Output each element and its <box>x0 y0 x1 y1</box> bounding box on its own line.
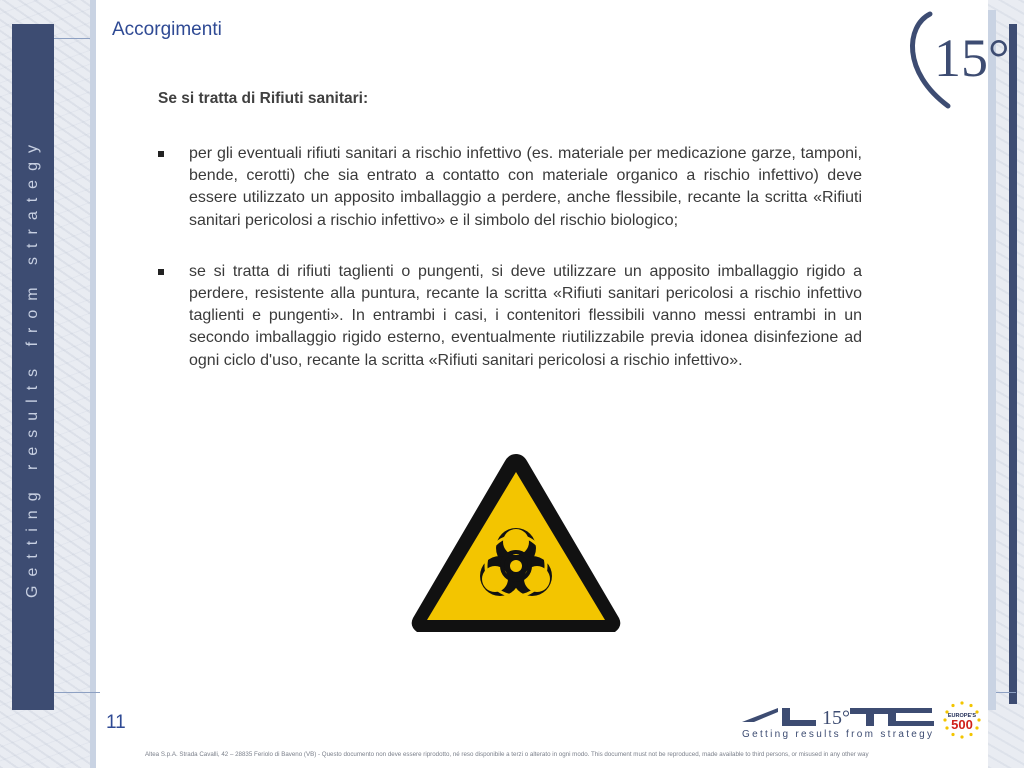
vertical-tagline: Getting results from strategy <box>24 136 41 598</box>
fifteen-years-logo-icon <box>900 10 1010 110</box>
section-heading: Se si tratta di Rifiuti sanitari: <box>158 90 369 107</box>
altea-logo-15: 15° <box>822 707 850 729</box>
biohazard-warning-icon <box>405 450 627 636</box>
right-light-stripe <box>988 10 996 710</box>
altea-logo-text: ALTEA <box>738 700 742 701</box>
divider-line-top <box>54 38 90 39</box>
left-light-stripe <box>90 0 96 768</box>
list-item-text: per gli eventuali rifiuti sanitari a rischio infettivo (es. materiale per medicazione garze, tamponi, bende, cerotti) che sia entrato a contatto con materiale organico a rischio infettivo) deve essere utilizzato un apposito imballaggio a perdere, anche flessibile, recante la scritta «Rifiuti sanitari pericolosi a rischio infettivo» e il simbolo del rischio biologico; <box>189 145 862 229</box>
divider-line-bottom-right <box>996 692 1016 693</box>
footer-disclaimer: Altea S.p.A. Strada Cavalli, 42 – 28835 Feriolo di Baveno (VB) - Questo documento non deve essere riprodotto, né reso disponibile a terzi o alterato in ogni modo. This document must not be reproduced, made available to third persons, or misused in any other way <box>145 751 869 758</box>
altea-logo <box>738 700 940 730</box>
bullet-square-icon <box>158 269 164 275</box>
company-tagline: Getting results from strategy <box>742 729 935 740</box>
list-item <box>158 261 862 372</box>
list-item-text: se si tratta di rifiuti taglienti o pungenti, si deve utilizzare un apposito imballaggio rigido a perdere, resistente alla puntura, recante la scritta «Rifiuti sanitari pericolosi a rischio infettivo taglienti e pungenti». In entrambi i casi, i contenitori flessibili vanno messi entrambi in un secondo imballaggio rigido esterno, eventualmente riutilizzabile previa idonea disinfezione ad ogni ciclo d'uso, recante la scritta «Rifiuti sanitari pericolosi a rischio infettivo». <box>189 262 862 369</box>
slide-title: Accorgimenti <box>112 19 222 40</box>
logo-15-text: 15° <box>934 28 1010 88</box>
bullet-list <box>158 143 862 401</box>
badge-line2: 500 <box>951 717 973 732</box>
bullet-square-icon <box>158 151 164 157</box>
badge-line1: EUROPE'S <box>947 713 977 719</box>
right-blue-bar <box>1009 24 1017 704</box>
europe-500-badge-icon <box>942 700 982 740</box>
divider-line-bottom <box>54 692 100 693</box>
page-number: 11 <box>106 712 126 733</box>
list-item <box>158 143 862 232</box>
